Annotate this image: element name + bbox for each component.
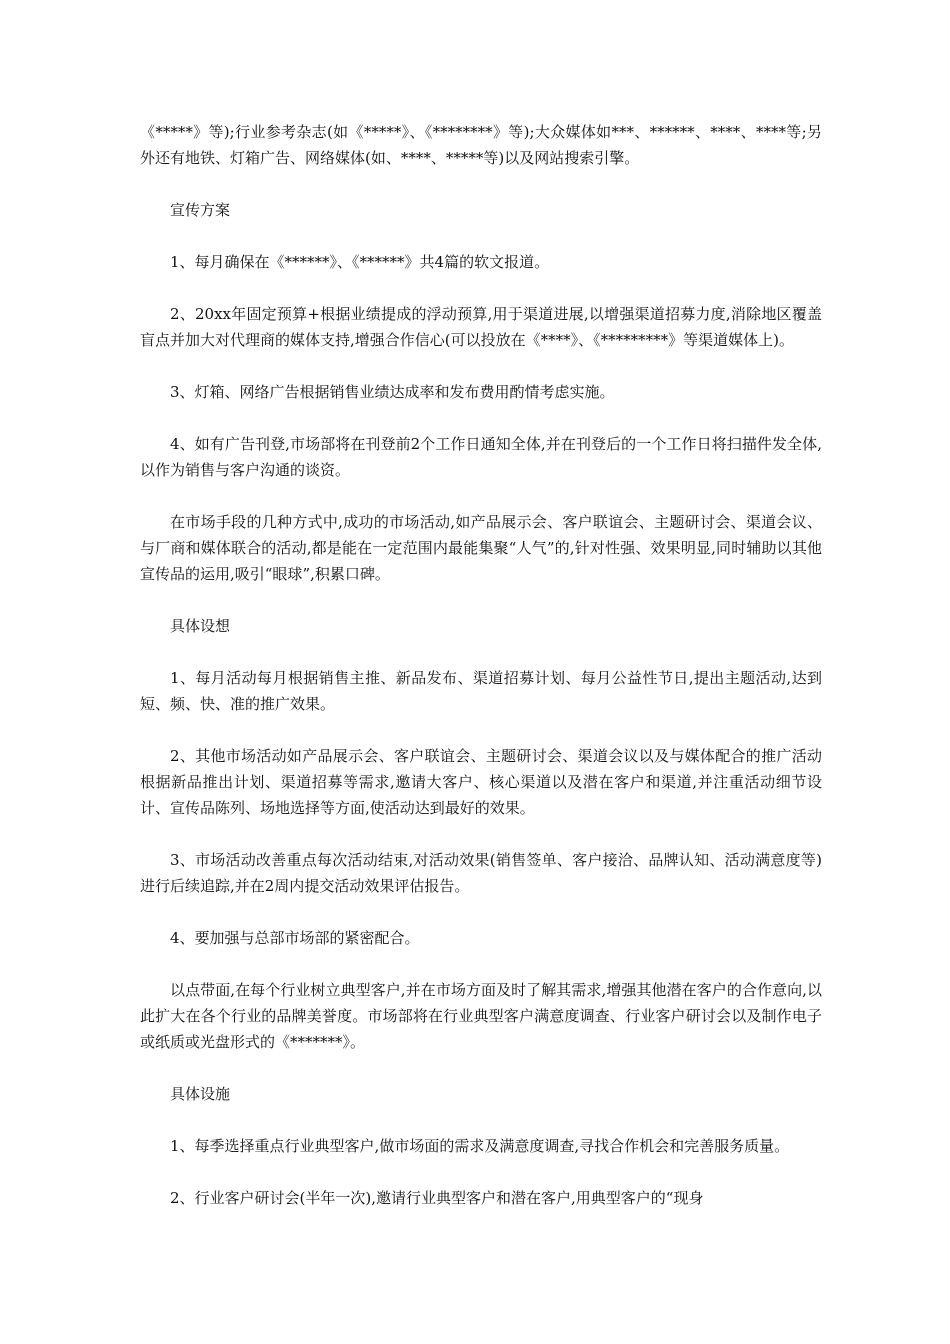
paragraph-promotion-4: 4、如有广告刊登,市场部将在刊登前2个工作日通知全体,并在刊登后的一个工作日将扫描件发全体,以作为销售与客户沟通的谈资。 (140, 435, 822, 479)
paragraph-market-activities: 在市场手段的几种方式中,成功的市场活动,如产品展示会、客户联谊会、主题研讨会、渠道会议、与厂商和媒体联合的活动,都是能在一定范围内最能集聚“人气”的,针对性强、效果明显,同时辅助以其他宣传品的运用,吸引“眼球”,积累口碑。 (140, 513, 822, 583)
paragraph-ideas-2: 2、其他市场活动如产品展示会、客户联谊会、主题研讨会、渠道会议以及与媒体配合的推广活动根据新品推出计划、渠道招募等需求,邀请大客户、核心渠道以及潜在客户和渠道,并注重活动细节设计、宣传品陈列、场地选择等方面,使活动达到最好的效果。 (140, 747, 822, 817)
heading-specific-ideas: 具体设想 (170, 617, 231, 635)
paragraph-ideas-4: 4、要加强与总部市场部的紧密配合。 (170, 929, 420, 947)
paragraph-ideas-1: 1、每月活动每月根据销售主推、新品发布、渠道招募计划、每月公益性节日,提出主题活动,达到短、频、快、准的推广效果。 (140, 669, 822, 713)
document-body (140, 119, 822, 1237)
paragraph-promotion-2: 2、20xx年固定预算+根据业绩提成的浮动预算,用于渠道进展,以增强渠道招募力度,消除地区覆盖盲点并加大对代理商的媒体支持,增强合作信心(可以投放在《****》、《*********》等渠道媒体上)。 (140, 305, 822, 349)
paragraph-promotion-3: 3、灯箱、网络广告根据销售业绩达成率和发布费用酌情考虑实施。 (170, 383, 615, 401)
paragraph-measures-1: 1、每季选择重点行业典型客户,做市场面的需求及满意度调查,寻找合作机会和完善服务质量。 (170, 1137, 790, 1155)
paragraph-promotion-1: 1、每月确保在《******》、《******》共4篇的软文报道。 (170, 253, 550, 271)
paragraph-measures-2: 2、行业客户研讨会(半年一次),邀请行业典型客户和潜在客户,用典型客户的“现身 (170, 1189, 704, 1207)
paragraph-typical-customers: 以点带面,在每个行业树立典型客户,并在市场方面及时了解其需求,增强其他潜在客户的合作意向,以此扩大在各个行业的品牌美誉度。市场部将在行业典型客户满意度调查、行业客户研讨会以及制作电子或纸质或光盘形式的《*******》。 (140, 981, 822, 1051)
paragraph-ideas-3: 3、市场活动改善重点每次活动结束,对活动效果(销售签单、客户接洽、品牌认知、活动满意度等)进行后续追踪,并在2周内提交活动效果评估报告。 (140, 851, 822, 895)
heading-promotion-plan: 宣传方案 (170, 201, 231, 219)
heading-specific-measures: 具体设施 (170, 1085, 231, 1103)
paragraph-media-list: 《*****》等);行业参考杂志(如《*****》、《********》等);大众媒体如***、******、****、****等;另外还有地铁、灯箱广告、网络媒体(如、****、*****等)以及网站搜索引擎。 (140, 123, 822, 167)
